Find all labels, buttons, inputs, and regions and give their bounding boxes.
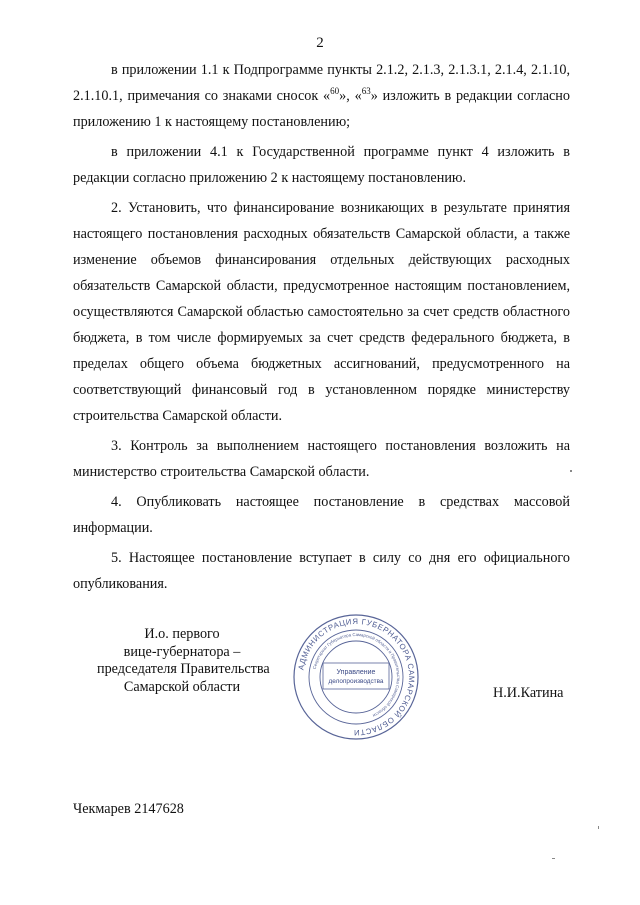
executor-note: Чекмарев 2147628 (73, 801, 184, 817)
scan-speck (598, 826, 599, 829)
paragraph-item-3: 3. Контроль за выполнением настоящего постановления возложить на министерство строительства Самарской области. (73, 438, 570, 480)
signatory-name: Н.И.Катина (493, 685, 564, 701)
signatory-title (97, 626, 270, 696)
paragraph-text: » изложить в редакции согласно приложению 1 к настоящему постановлению; (73, 88, 570, 130)
stamp-inner-text: Секретариат Губернатора Самарской области и Правительства Самарской области (311, 631, 402, 719)
paragraph-item-2: 2. Установить, что финансирование возникающих в результате принятия настоящего постановления расходных обязательств Самарской области, а также изменение объемов финансирования отдельных действующих расходных обязательств Самарской области, предусмотренное настоящим постановлением, осуществляются Самарской областью самостоятельно за счет средств областного бюджета, в том числе формируемых за счет средств федерального бюджета, в пределах общего объема бюджетных ассигнований, предусмотренного на соответствующий финансовый год в установленном порядке министерству строительства Самарской области. (73, 200, 570, 424)
signatory-title-line: И.о. первого (144, 626, 220, 642)
paragraph-item-5: 5. Настоящее постановление вступает в силу со дня его официального опубликования. (73, 550, 570, 592)
stamp-center-box (323, 663, 389, 689)
scan-speck (552, 858, 555, 859)
signatory-title-line: Самарской области (123, 678, 241, 695)
footnote-mark: 60 (330, 86, 340, 96)
page-number: 2 (316, 35, 324, 51)
paragraph-text: в приложении 1.1 к Подпрограмме пункты 2.1.2, 2.1.3, 2.1.3.1, 2.1.4, 2.1.10, 2.1.10.1, примечания со знаками сносок « (73, 62, 570, 104)
signatory-title-line: председателя Правительства (97, 661, 270, 677)
stamp-inner-ring (320, 641, 392, 713)
document-body (73, 57, 570, 601)
stamp-outer-text: АДМИНИСТРАЦИЯ ГУБЕРНАТОРА САМАРСКОЙ ОБЛАСТИ (296, 616, 417, 738)
scan-speck (570, 470, 572, 472)
stamp-center-line: делопроизводства (328, 678, 384, 685)
paragraph-appendix-1-1 (73, 57, 570, 135)
paragraph-item-4: 4. Опубликовать настоящее постановление в средствах массовой информации. (73, 494, 570, 536)
signatory-title-line: вице-губернатора – (123, 643, 241, 660)
stamp-center-line: Управление (336, 669, 376, 676)
paragraph-appendix-4-1: в приложении 4.1 к Государственной программе пункт 4 изложить в редакции согласно приложению 2 к настоящему постановлению. (73, 144, 570, 186)
official-stamp (291, 612, 421, 742)
footnote-mark: 63 (361, 86, 371, 96)
paragraph-text: », « (339, 88, 362, 104)
